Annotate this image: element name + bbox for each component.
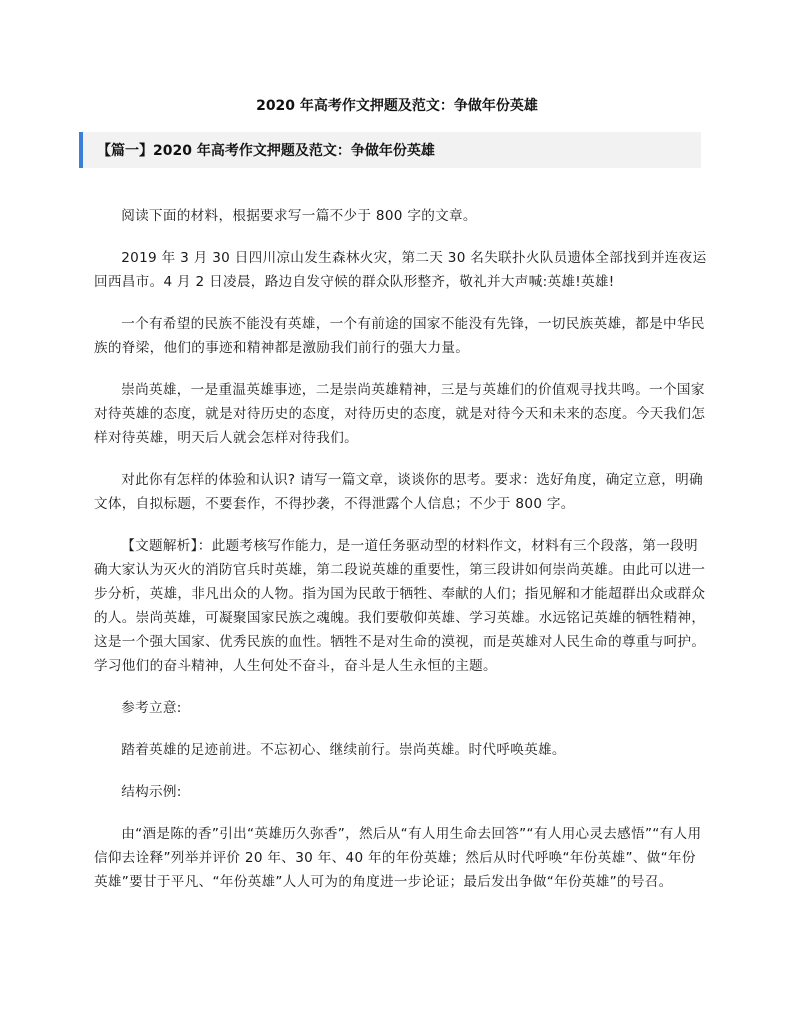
section-heading-text: 【篇一】2020 年高考作文押题及范文：争做年份英雄 <box>97 143 435 159</box>
paragraph-structure-heading: 结构示例: <box>121 784 182 800</box>
paragraph-instruction: 阅读下面的材料，根据要求写一篇不少于 800 字的文章。 <box>121 208 477 224</box>
article-body <box>94 204 708 912</box>
section-heading <box>79 132 701 168</box>
paragraph-structure-example: 由“酒是陈的香”引出“英雄历久弥香”，然后从“有人用生命去回答”“有人用心灵去感悟”“有人用信仰去诠释”列举并评价 20 年、30 年、40 年的年份英雄；然后从时代呼唤“年份英雄”、做“年份英雄”要甘于平凡、“年份英雄”人人可为的角度进一步论证；最后发出争做“年份英雄”的号召。 <box>94 826 702 890</box>
page-title: 2020 年高考作文押题及范文：争做年份英雄 <box>256 98 538 114</box>
paragraph-requirements: 对此你有怎样的体验和认识? 请写一篇文章，谈谈你的思考。要求：选好角度，确定立意，明确文体，自拟标题，不要套作，不得抄袭，不得泄露个人信息；不少于 800 字。 <box>94 472 703 512</box>
paragraph-material-3: 崇尚英雄，一是重温英雄事迹，二是崇尚英雄精神，三是与英雄们的价值观寻找共鸣。一个国家对待英雄的态度，就是对待历史的态度，对待历史的态度，就是对待今天和未来的态度。今天我们怎样对待英雄，明天后人就会怎样对待我们。 <box>94 382 706 446</box>
paragraph-reference-heading: 参考立意: <box>121 700 182 716</box>
paragraph-material-1: 2019 年 3 月 30 日四川凉山发生森林火灾，第二天 30 名失联扑火队员遗体全部找到并连夜运回西昌市。4 月 2 日凌晨，路边自发守候的群众队形整齐，敬礼并大声喊:英雄!英雄! <box>94 250 707 290</box>
paragraph-reference-ideas: 踏着英雄的足迹前进。不忘初心、继续前行。崇尚英雄。时代呼唤英雄。 <box>121 742 566 758</box>
paragraph-material-2: 一个有希望的民族不能没有英雄，一个有前途的国家不能没有先锋，一切民族英雄，都是中华民族的脊梁，他们的事迹和精神都是激励我们前行的强大力量。 <box>94 316 705 356</box>
paragraph-analysis: 【文题解析】：此题考核写作能力，是一道任务驱动型的材料作文，材料有三个段落，第一段明确大家认为灭火的消防官兵时英雄，第二段说英雄的重要性，第三段讲如何崇尚英雄。由此可以进一步分析，英雄，非凡出众的人物。指为国为民敢于牺牲、奉献的人们；指见解和才能超群出众或群众的人。崇尚英雄，可凝聚国家民族之魂魄。我们要敬仰英雄、学习英雄。水远铭记英雄的牺牲精神，这是一个强大国家、优秀民族的血性。牺牲不是对生命的漠视，而是英雄对人民生命的尊重与呵护。学习他们的奋斗精神，人生何处不奋斗，奋斗是人生永恒的主题。 <box>94 538 706 674</box>
